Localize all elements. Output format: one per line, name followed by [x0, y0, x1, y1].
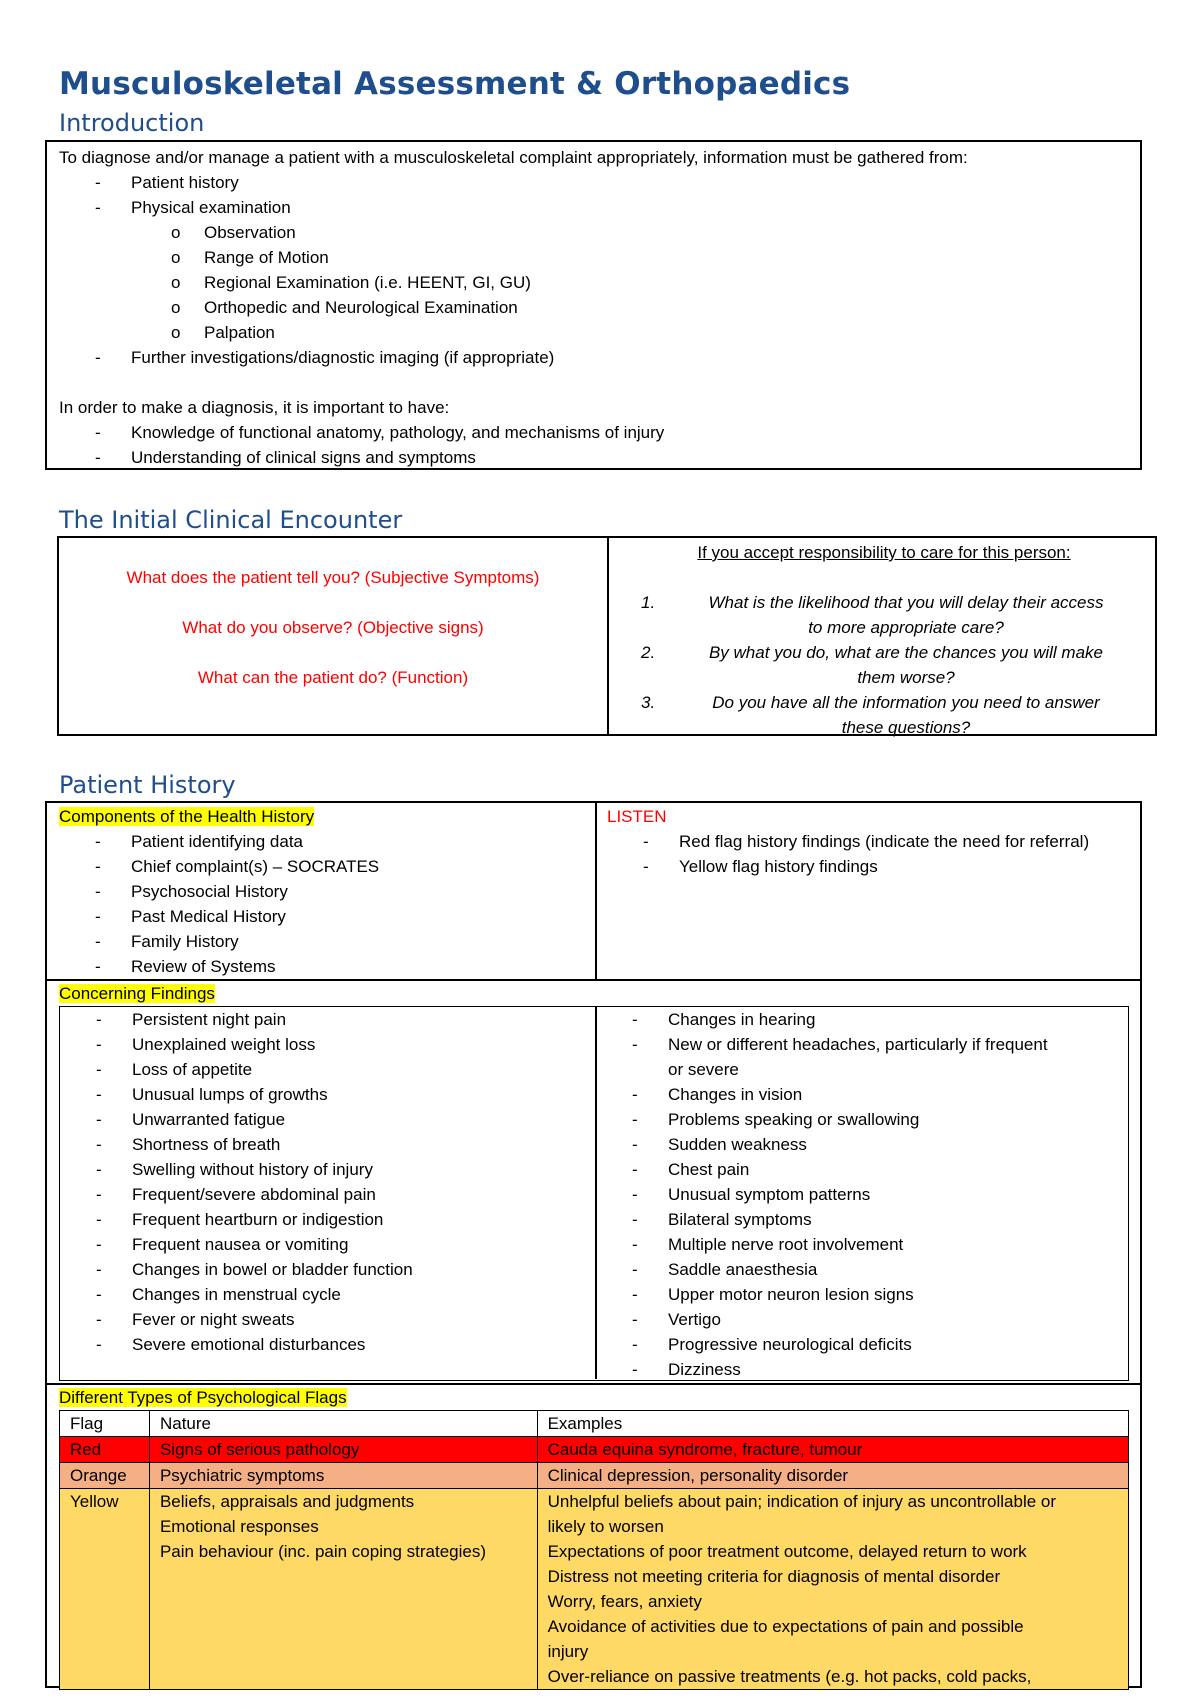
listen-column: [607, 804, 1137, 879]
flags-table: [59, 1410, 1129, 1690]
list-item: - Swelling without history of injury: [96, 1160, 373, 1179]
list-item: - Chief complaint(s) – SOCRATES: [95, 857, 380, 876]
concerning-table: [59, 1006, 1129, 1381]
list-item: - Unusual symptom patterns: [632, 1185, 871, 1204]
list-item: - Unusual lumps of growths: [96, 1085, 328, 1104]
sub-list-item: o Orthopedic and Neurological Examination: [171, 298, 518, 317]
list-item: - Loss of appetite: [96, 1060, 253, 1079]
list-item: - Dizziness: [632, 1360, 741, 1379]
intro-box: [45, 140, 1142, 470]
concerning-title: Concerning Findings: [59, 984, 215, 1003]
encounter-right: [619, 540, 1149, 740]
table-header: Flag: [60, 1411, 150, 1437]
table-row: [60, 1489, 1129, 1690]
history-heading: Patient History: [59, 771, 236, 799]
numbered-question: 3. Do you have all the information you need to answer these questions?: [641, 693, 1100, 737]
list-item: - Unexplained weight loss: [96, 1035, 316, 1054]
components-column: [59, 804, 589, 979]
numbered-question: 2. By what you do, what are the chances you will make them worse?: [641, 643, 1104, 687]
table-row: [60, 1437, 1129, 1463]
concerning-left: [60, 1007, 590, 1357]
sub-list-item: o Regional Examination (i.e. HEENT, GI, GU): [171, 273, 531, 292]
intro-lead: To diagnose and/or manage a patient with a musculoskeletal complaint appropriately, information must be gathered from:: [59, 148, 968, 167]
column-divider: [595, 803, 597, 979]
list-item: - Chest pain: [632, 1160, 750, 1179]
concerning-title-row: [59, 981, 215, 1006]
list-item: - Progressive neurological deficits: [632, 1335, 912, 1354]
list-item: - Changes in hearing: [632, 1010, 816, 1029]
encounter-heading: The Initial Clinical Encounter: [59, 506, 403, 534]
encounter-question: What does the patient tell you? (Subjective Symptoms): [126, 568, 540, 587]
list-item: - Patient history: [95, 173, 239, 192]
list-item: - Fever or night sweats: [96, 1310, 295, 1329]
list-item: - Vertigo: [632, 1310, 721, 1329]
list-item: - Changes in bowel or bladder function: [96, 1260, 413, 1279]
table-header: Examples: [537, 1411, 1128, 1437]
encounter-question: What do you observe? (Objective signs): [182, 618, 484, 637]
sub-list-item: o Palpation: [171, 323, 275, 342]
list-item: - Changes in menstrual cycle: [96, 1285, 341, 1304]
list-item: - Further investigations/diagnostic imaging (if appropriate): [95, 348, 555, 367]
list-item: - Problems speaking or swallowing: [632, 1110, 920, 1129]
list-item: - Shortness of breath: [96, 1135, 281, 1154]
intro-heading: Introduction: [59, 109, 205, 137]
column-divider: [607, 538, 609, 734]
listen-title: LISTEN: [607, 807, 667, 826]
list-item: - Persistent night pain: [96, 1010, 287, 1029]
list-item: - Severe emotional disturbances: [96, 1335, 366, 1354]
encounter-box: [57, 536, 1157, 736]
list-item: - Saddle anaesthesia: [632, 1260, 818, 1279]
encounter-right-title: If you accept responsibility to care for this person:: [697, 543, 1071, 562]
list-item: - Frequent/severe abdominal pain: [96, 1185, 376, 1204]
sub-list-item: o Observation: [171, 223, 296, 242]
list-item: - Understanding of clinical signs and symptoms: [95, 448, 476, 467]
concerning-right: [596, 1007, 1126, 1382]
examples-cell: Cauda equina syndrome, fracture, tumour: [537, 1437, 1128, 1463]
list-item: - Upper motor neuron lesion signs: [632, 1285, 914, 1304]
numbered-question: 1. What is the likelihood that you will delay their access to more appropriate care?: [641, 593, 1104, 637]
sub-list-item: o Range of Motion: [171, 248, 329, 267]
flag-cell: Red: [60, 1437, 150, 1463]
list-item: - Multiple nerve root involvement: [632, 1235, 904, 1254]
list-item: or severe: [668, 1060, 739, 1079]
list-item: - New or different headaches, particularly if frequent: [632, 1035, 1048, 1054]
nature-cell: Psychiatric symptoms: [149, 1463, 537, 1489]
table-header: Nature: [149, 1411, 537, 1437]
list-item: - Bilateral symptoms: [632, 1210, 812, 1229]
history-box: [45, 801, 1142, 1688]
list-item: - Knowledge of functional anatomy, pathology, and mechanisms of injury: [95, 423, 665, 442]
examples-cell: Unhelpful beliefs about pain; indication of injury as uncontrollable or likely to worsen Expectations of poor treatment outcome, delayed return to work Distress not meeting criteria for diagnosis of mental disorder Worry, fears, anxiety Avoidance of activities due to expectations of pain and possible injury Over-reliance on passive treatments (e.g. hot packs, cold packs,: [537, 1489, 1128, 1690]
flag-cell: Yellow: [60, 1489, 150, 1690]
list-item: - Patient identifying data: [95, 832, 304, 851]
nature-cell: Beliefs, appraisals and judgments Emotional responses Pain behaviour (inc. pain coping strategies): [149, 1489, 537, 1690]
examples-cell: Clinical depression, personality disorder: [537, 1463, 1128, 1489]
list-item: - Family History: [95, 932, 239, 951]
nature-cell: Signs of serious pathology: [149, 1437, 537, 1463]
encounter-question: What can the patient do? (Function): [197, 668, 469, 687]
list-item: - Review of Systems: [95, 957, 276, 976]
list-item: - Unwarranted fatigue: [96, 1110, 286, 1129]
list-item: - Psychosocial History: [95, 882, 288, 901]
list-item: - Red flag history findings (indicate the need for referral): [643, 832, 1090, 851]
list-item: - Sudden weakness: [632, 1135, 807, 1154]
components-title: Components of the Health History: [59, 807, 315, 826]
list-item: - Past Medical History: [95, 907, 286, 926]
list-item: - Physical examination: [95, 198, 291, 217]
list-item: - Yellow flag history findings: [643, 857, 878, 876]
table-header-row: [60, 1411, 1129, 1437]
document-title: Musculoskeletal Assessment & Orthopaedics: [59, 66, 851, 102]
flags-title-row: [59, 1385, 347, 1410]
table-row: [60, 1463, 1129, 1489]
intro-lead-2: In order to make a diagnosis, it is important to have:: [59, 398, 450, 417]
encounter-left: [59, 565, 607, 690]
flag-cell: Orange: [60, 1463, 150, 1489]
list-item: - Frequent nausea or vomiting: [96, 1235, 349, 1254]
flags-title: Different Types of Psychological Flags: [59, 1388, 347, 1407]
list-item: - Frequent heartburn or indigestion: [96, 1210, 384, 1229]
list-item: - Changes in vision: [632, 1085, 803, 1104]
